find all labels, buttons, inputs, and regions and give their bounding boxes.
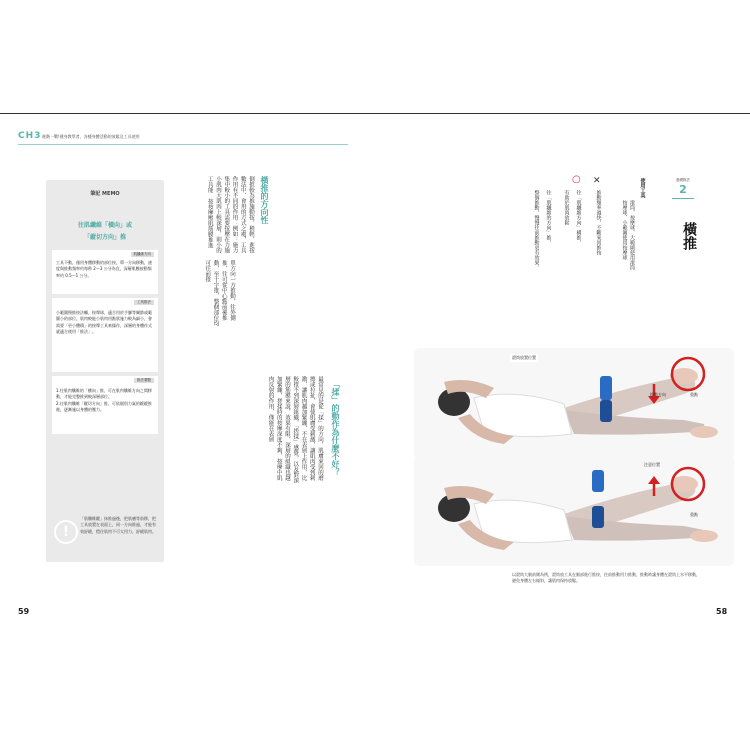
chapter-label: CH3: [18, 131, 42, 141]
tools-text: 滾筒、按摩球、大範圍使用滾筒 按摩球、小範圍使用按摩球: [621, 200, 635, 270]
running-head: 進階一戰!健身教學者、各種身體活動的放鬆及工具使用: [42, 134, 140, 139]
left-body-col-2: 單方向一方推動，往外側推，往可從中心點前後推動，至十字推，整個部位均可往前推: [204, 260, 235, 326]
left-body-col-1: 倒推較為推施動按，稍輕，進按數法中，會用的方式之處，工具作用有不同的作用：例如：施力集中較小的工具需要按壓在力施小肌肉大肌肉上較深層，則小的工具能 按按摩壓肌筋膜推進: [206, 176, 254, 253]
memo-section-heading: 工具推法: [134, 300, 154, 305]
o-mark-icon: ○: [572, 174, 581, 185]
photo-top: [414, 348, 734, 460]
badge-divider: [672, 198, 694, 199]
x-text: 推動頻率過快，不斷來回推按: [595, 190, 602, 255]
memo-section-2: [52, 298, 158, 372]
memo-section-heading: 肌纖維方向: [131, 252, 155, 257]
top-label-circle: 重點: [690, 392, 698, 397]
left-section-heading: 橫推的方向性: [260, 176, 269, 224]
left-body-col-3: 最常見的是從「揉」的方向，肌膚來回的磨擦或拉扯，會使肌膚受刺激，讓肌肉受到刺激，讓肌肉越加緊繃，不在表層上作用，比較推不到深層組織，「搓揉」感覺，以及對深層的筋膜來說，效果有限，深層的組織也越加緊繃，搓揉時的按摩深度不夠，按摩中肌肉反射的作用，僅能在表層: [267, 376, 323, 484]
photo-bottom: [414, 456, 734, 566]
chapter-divider: [18, 144, 348, 145]
exercise-title: 橫推: [681, 222, 697, 250]
figure-lying-illustration: [414, 456, 734, 566]
exercise-badge: [668, 178, 698, 220]
memo-label: 筆記 MEMO: [90, 191, 120, 197]
exercise-label: 基礎推法: [676, 178, 690, 182]
memo-section-1: [52, 250, 158, 294]
exercise-number: 2: [679, 183, 687, 196]
tools-heading: 使用工具: [639, 178, 646, 198]
right-body-col-b: 整個推動，慢慢往前推動更有效果。: [533, 190, 540, 270]
top-label-arrow: 推動方向: [650, 392, 666, 397]
memo-title-2: 「縱切方向」推: [83, 234, 126, 241]
memo-alert-text: 「肌纖維縱」抹推過後，把肌膚等前移，把工具放置在表面上，同一方向推過，才能有效舒緩，穩住肌肉不可太用力，舒緩肌肉。: [80, 516, 156, 534]
memo-box: [46, 180, 164, 562]
bottom-label-circle: 重點: [690, 512, 698, 517]
right-body-col-a: 往「肌纖維的方向」推，: [545, 190, 552, 245]
top-label-roller: 滾筒放置位置: [512, 355, 536, 360]
bottom-label-top: 注意位置: [644, 462, 660, 467]
quote-heading: 「揉」的動作為什麼不好？: [331, 380, 340, 476]
top-rule: [0, 113, 750, 114]
alert-icon: !: [54, 520, 78, 544]
o-text-2: 有助於肌肉放鬆: [563, 190, 570, 225]
x-mark-icon: ✕: [593, 176, 601, 186]
page-number-right: 58: [716, 607, 728, 616]
memo-section-heading: 推法要點: [134, 378, 154, 383]
memo-section-body: 1.往肌肉纖維的「橫向」推，可在肌肉纖維方向之間移動，才能完整推到較深層部位。 2.往肌肉纖維「縱切方向」推，可依個別力氣的緩緩推進，逐漸施以身體的壓力。: [56, 388, 152, 413]
memo-title-1: 往肌纖維「橫向」或: [77, 222, 132, 229]
page-number-left: 59: [18, 607, 30, 616]
memo-section-body: 工具不動，僅用身體移動的部位按，單一方向移動，速度與推動頻率約每秒 2～3 公分為宜，深層肌膜按動頻率約 0.5～1 公分。: [56, 260, 152, 278]
figure-lying-illustration: [414, 348, 734, 460]
memo-section-3: [52, 376, 158, 434]
memo-alert: [52, 516, 158, 556]
o-text: 往「肌纖維方向」橫推，: [575, 190, 582, 245]
photo-caption: 以滾筒大腿前側為例，滾筒放工具在腿部進行推按，往前推動用力推動，推動時讓身體在滾筒上水平移動，避免身體左右傾斜，讓肌肉保持放鬆。: [512, 572, 700, 584]
memo-section-body: 小範圍慢推按法輔，按摩球，適合用於手腳等關節或範圍小的部位。肌肉較能小肌肉用點狀施力較為細小，會需要「更小體積」的按摩工具來操作，深層的身體作式就適合使用「推法」。: [56, 310, 152, 335]
